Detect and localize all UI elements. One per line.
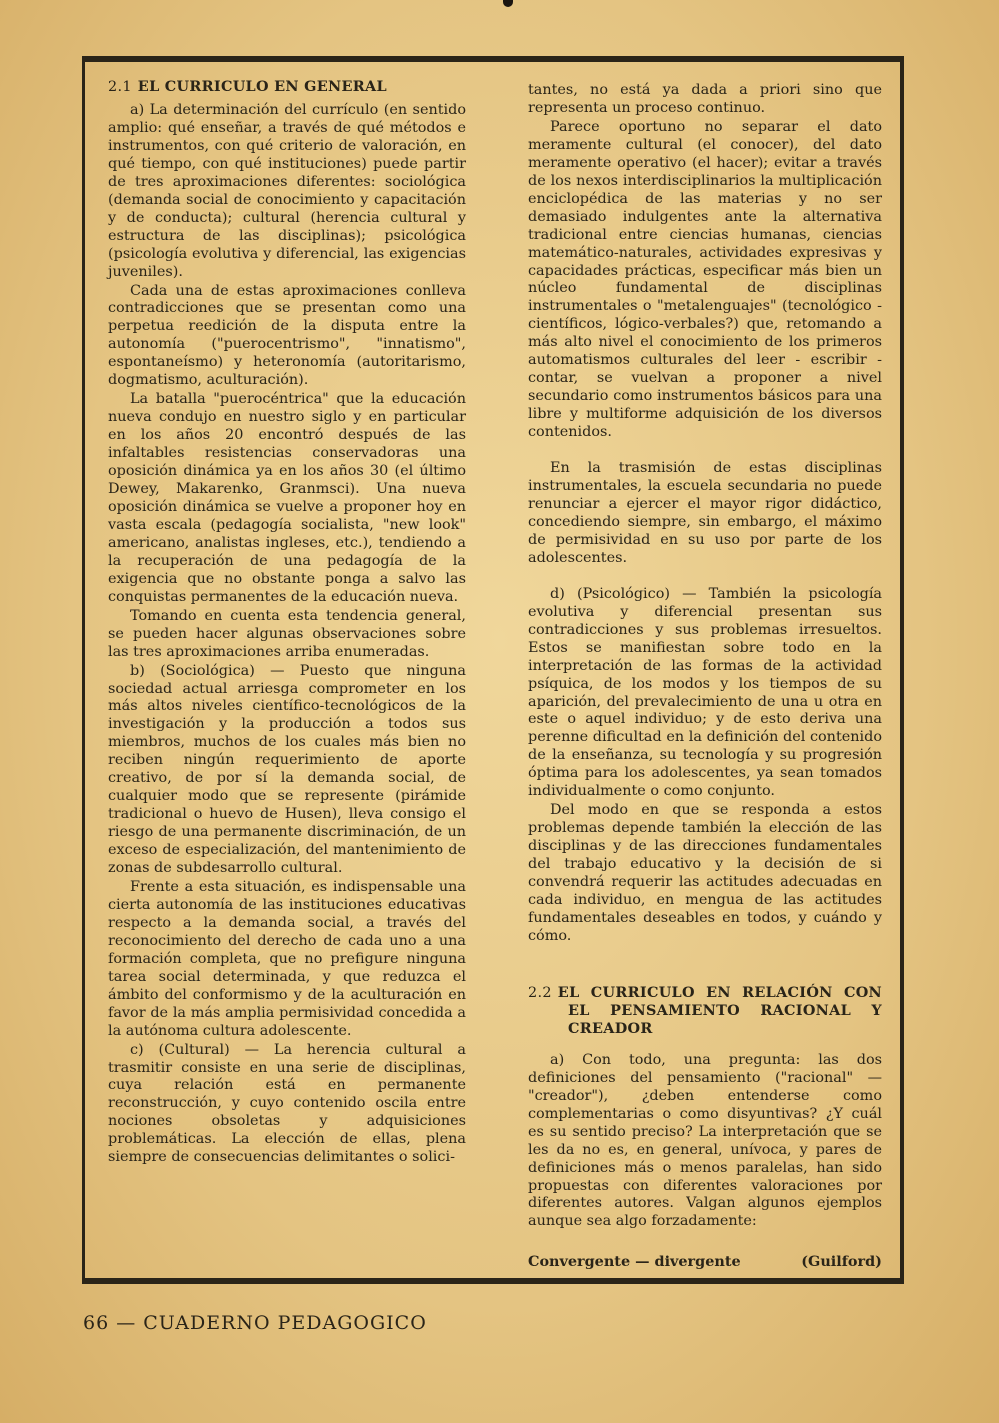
- paragraph: Parece oportuno no separar el dato meramente cultural (el conocer), del dato meramente operativo (el hacer); evitar a través de los nexos interdisciplinarios la multiplicación enciclopédica de las materias y no ser demasiado indulgentes ante la alternativa tradicional entre ciencias humanas, ciencias matemático-naturales, actividades expresivas y capacidades prácticas, especificar más bien un núcleo fundamental de disciplinas instrumentales o "metalenguajes" (tecnológico - científicos, lógico-verbales?) que, retomando a más alto nivel el conocimiento de los primeros automatismos culturales del leer - escribir - contar, se vuelvan a proponer a nivel secundario como instrumentos básicos para una libre y multiforme adquisición de los diversos contenidos.: [528, 118, 882, 441]
- section-heading-2-2: [528, 984, 882, 1038]
- top-ink-mark: [503, 0, 513, 7]
- paragraph: Cada una de estas aproximaciones conlleva contradicciones que se presentan como una perpetua reedición de la disputa entre la autonomía ("puerocentrismo", "innatismo", espontaneísmo) y heteronomía (autoritarismo, dogmatismo, aculturación).: [108, 282, 466, 389]
- page-number: 66: [83, 1312, 110, 1334]
- paragraph: En la trasmisión de estas disciplinas instrumentales, la escuela secundaria no puede renunciar a ejercer el mayor rigor didáctico, concediendo siempre, sin embargo, el máximo de permisividad en su uso por parte de los adolescentes.: [528, 460, 882, 566]
- publication-name: — CUADERNO PEDAGOGICO: [116, 1312, 427, 1334]
- section-heading-2-1: [108, 78, 466, 96]
- definition-pair: Convergente — divergente: [528, 1253, 741, 1271]
- paragraph: tantes, no está ya dada a priori sino que representa un proceso continuo.: [528, 82, 882, 116]
- definition-author: (Guilford): [801, 1253, 882, 1271]
- paragraph: a) La determinación del currículo (en sentido amplio: qué enseñar, a través de qué métodos e instrumentos, con qué criterio de valoración, en qué tiempo, con qué instituciones) puede partir de tres aproximaciones diferentes: sociológica (demanda social de conocimiento y capacitación y de conducta); cultural (herencia cultural y estructura de las disciplinas); psicológica (psicología evolutiva y diferencial, las exigencias juveniles).: [108, 102, 466, 280]
- paragraph: c) (Cultural) — La herencia cultural a trasmitir consiste en una serie de disciplinas, cuya relación está en permanente reconstrucción, y cuyo contenido oscila entre nociones obsoletas y adquisiciones problemáticas. La elección de ellas, plena siempre de consecuencias delimitantes o solici-: [108, 1041, 466, 1166]
- paragraph: a) Con todo, una pregunta: las dos definiciones del pensamiento ("racional" — "creador"), ¿deben entenderse como complementarias o como disyuntivas? ¿Y cuál es su sentido preciso? La interpretación que se les da no es, en general, unívoca, y pares de definiciones más o menos paralelas, han sido propuestas con diferentes valoraciones por diferentes autores. Valgan algunos ejemplos aunque sea algo forzadamente:: [528, 1051, 882, 1230]
- definition-pair-row: [528, 1253, 882, 1271]
- left-column: [108, 78, 466, 1167]
- paragraph: d) (Psicológico) — También la psicología evolutiva y diferencial presentan sus contradicciones y sus problemas irresueltos. Estos se manifiestan sobre todo en la interpretación de las formas de la actividad psíquica, de los modos y los tiempos de su aparición, del prevalecimiento de una u otra en este o aquel individuo; y de esto deriva una perenne dificultad en la definición del contenido de la enseñanza, su tecnología y su progresión óptima para los adolescentes, ya sean tomados individualmente o como conjunto.: [528, 585, 882, 800]
- page-footer: [83, 1312, 427, 1334]
- section-number: 2.1: [108, 79, 132, 95]
- section-title: EL CURRICULO EN RELACIÓN CON EL PENSAMIENTO RACIONAL Y CREADOR: [557, 983, 882, 1037]
- paragraph: Tomando en cuenta esta tendencia general, se pueden hacer algunas observaciones sobre las tres aproximaciones arriba enumeradas.: [108, 607, 466, 660]
- paragraph: La batalla "puerocéntrica" que la educación nueva condujo en nuestro siglo y en particular en los años 20 encontró después de las infaltables resistencias conservadoras una oposición dinámica ya en los años 30 (el último Dewey, Makarenko, Granmsci). Una nueva oposición dinámica se vuelve a proponer hoy en vasta escala (pedagogía socialista, "new look" americano, analistas ingleses, etc.), tendiendo a la recuperación de una pedagogía de la exigencia que no obstante ponga a salvo las conquistas permanentes de la educación nueva.: [108, 391, 466, 605]
- paragraph: b) (Sociológica) — Puesto que ninguna sociedad actual arriesga comprometer en los más altos niveles científico-tecnológicos de la investigación y la producción a todos sus miembros, muchos de los cuales más bien no reciben ningún requerimiento de aporte creativo, de por sí la demanda social, de cualquier modo que se represente (pirámide tradicional o huevo de Husen), lleva consigo el riesgo de una permanente discriminación, de un exceso de especialización, del mantenimiento de zonas de subdesarrollo cultural.: [108, 662, 466, 877]
- section-title: EL CURRICULO EN GENERAL: [137, 78, 387, 95]
- paragraph: Frente a esta situación, es indispensable una cierta autonomía de las instituciones educativas respecto a la demanda social, a través del reconocimiento del derecho de cada uno a una formación completa, que no prefigure ninguna tarea social determinada, y que reduzca el ámbito del conformismo y de la aculturación en favor de la más amplia permisividad concedida a la autónoma cultura adolescente.: [108, 878, 466, 1039]
- paragraph: Del modo en que se responda a estos problemas depende también la elección de las disciplinas y de las direcciones fundamentales del trabajo educativo y la decisión de si convendrá requerir las actitudes adecuadas en cada individuo, en mengua de las actitudes fundamentales deseables en todos, y cuándo y cómo.: [528, 802, 882, 944]
- right-column: [528, 82, 882, 1271]
- section-number: 2.2: [528, 984, 552, 1001]
